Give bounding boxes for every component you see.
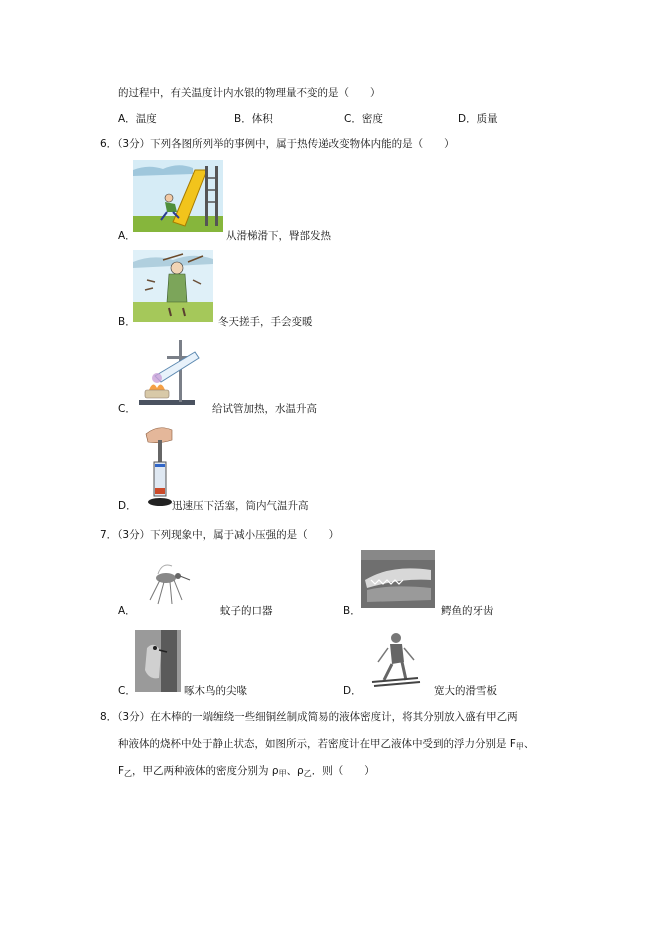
crocodile-image xyxy=(361,550,435,608)
q5-option-c[interactable]: C．密度 xyxy=(344,113,383,125)
q7-option-c-label[interactable]: C． xyxy=(118,685,136,697)
q7-option-a-label[interactable]: A． xyxy=(118,605,136,617)
q7-option-c-text: 啄木鸟的尖喙 xyxy=(184,685,247,697)
test-tube-heating-image xyxy=(133,336,211,408)
q5-stem-continued: 的过程中，有关温度计内水银的物理量不变的是（ ） xyxy=(118,87,381,99)
q7-option-b-text: 鳄鱼的牙齿 xyxy=(441,605,494,617)
q7-option-b-label[interactable]: B． xyxy=(343,605,361,617)
q6-option-d-label[interactable]: D． xyxy=(118,500,137,512)
q8-stem-line-2: 种液体的烧杯中处于静止状态，如图所示，若密度计在甲乙液体中受到的浮力分别是 $F_甲$、 xyxy=(118,738,535,751)
q8-stem-line-3: $F_乙$，甲乙两种液体的密度分别为 $\rho_甲$、$\rho_乙$．则（ ） xyxy=(118,765,375,778)
q6-option-d-text: 迅速压下活塞，筒内气温升高 xyxy=(172,500,309,512)
q5-option-a[interactable]: A．温度 xyxy=(118,113,157,125)
q6-option-b-text: 冬天搓手，手会变暖 xyxy=(218,316,313,328)
q6-option-b-label[interactable]: B． xyxy=(118,316,136,328)
rubbing-hands-image xyxy=(133,250,213,322)
mosquito-image xyxy=(142,560,192,610)
q6-option-a-text: 从滑梯滑下，臀部发热 xyxy=(226,230,331,242)
skier-image xyxy=(368,628,424,692)
q6-option-c-text: 给试管加热，水温升高 xyxy=(212,403,317,415)
q6-option-c-label[interactable]: C． xyxy=(118,403,136,415)
q7-option-d-text: 宽大的滑雪板 xyxy=(434,685,497,697)
q7-option-d-label[interactable]: D． xyxy=(343,685,362,697)
q5-option-b[interactable]: B．体积 xyxy=(234,113,273,125)
q6-stem: 6．（3分）下列各图所列举的事例中，属于热传递改变物体内能的是（ ） xyxy=(100,138,455,150)
woodpecker-image xyxy=(135,630,181,692)
air-compression-image xyxy=(140,424,180,510)
q5-option-d[interactable]: D．质量 xyxy=(458,113,498,125)
q6-option-a-label[interactable]: A． xyxy=(118,230,136,242)
slide-image xyxy=(133,160,223,232)
q8-stem-line-1: 8．（3分）在木棒的一端缠绕一些细铜丝制成简易的液体密度计，将其分别放入盛有甲乙两 xyxy=(100,711,518,723)
q7-stem: 7．（3分）下列现象中，属于减小压强的是（ ） xyxy=(100,529,340,541)
q7-option-a-text: 蚊子的口器 xyxy=(220,605,273,617)
